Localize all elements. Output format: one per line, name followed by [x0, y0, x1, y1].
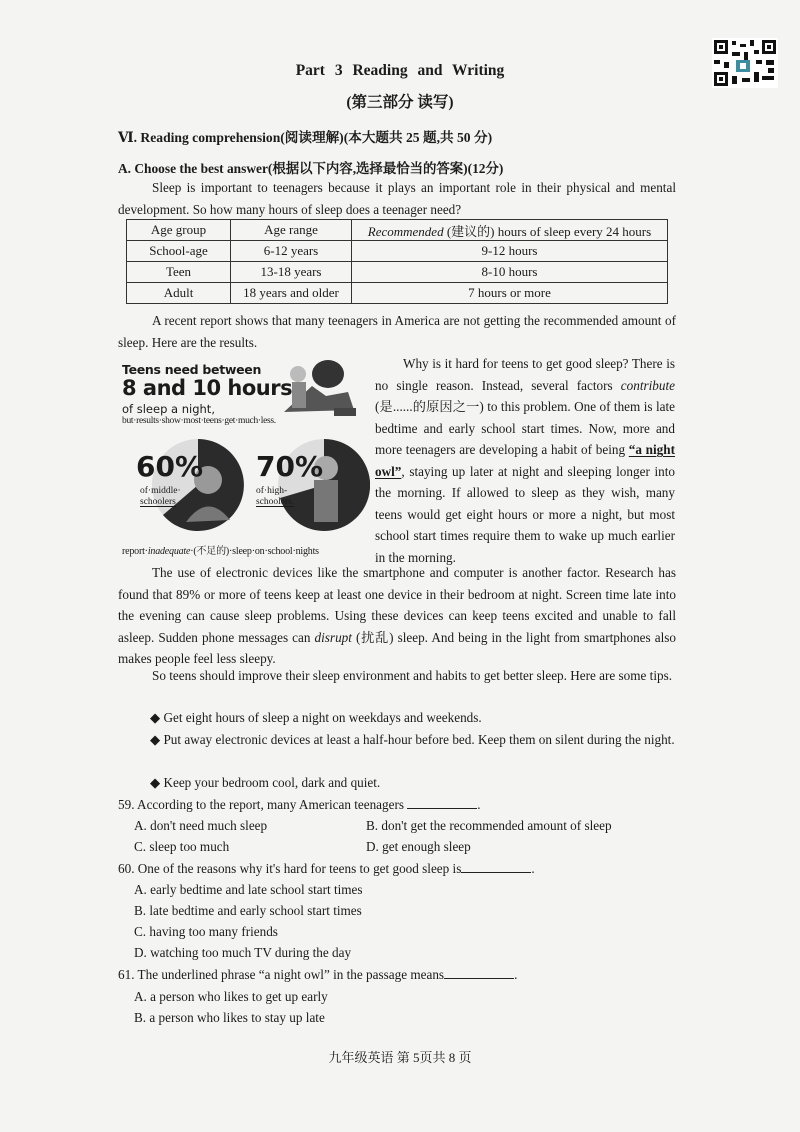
option-60b: B. late bedtime and early school start times — [134, 903, 362, 918]
part-title-cn: (第三部分 读写) — [346, 94, 454, 111]
option-61b: B. a person who likes to stay up late — [134, 1010, 325, 1025]
sleeping-teen-illustration — [274, 352, 364, 420]
middle-school-percent: 60% — [136, 450, 204, 483]
sleep-infographic — [122, 352, 370, 557]
option-60d: D. watching too much TV during the day — [134, 945, 352, 960]
table-cell: 7 hours or more — [352, 283, 668, 304]
infographic-line3: of sleep a night, — [122, 402, 215, 416]
option-61a: A. a person who likes to get up early — [134, 989, 328, 1004]
why-paragraph: Why is it hard for teens to get good sleep? There is no single reason. Instead, several factors contribute (是......的原因之一) to this problem. One of them is late bedtime and early school start times. Now, more and more teenagers are developing a habit of being “a night owl”, staying up later at night and sleeping longer into the morning. If allowed to sleep as they wish, many teens would get eight hours or more a night, but most school start times require them to wake up much earlier in the morning. — [375, 356, 675, 565]
intro-paragraph: Sleep is important to teenagers because it plays an important role in their physical and mental development. So how many hours of sleep does a teenager need? — [118, 180, 676, 217]
high-school-percent: 70% — [256, 450, 324, 483]
table-header: Age group — [127, 220, 231, 241]
table-cell: 8-10 hours — [352, 262, 668, 283]
part-title: Part 3 Reading and Writing — [295, 62, 505, 79]
tip-item: ◆ Put away electronic devices at least a half-hour before bed. Keep them on silent during the night. — [150, 732, 675, 747]
option-59b: B. don't get the recommended amount of sleep — [366, 818, 612, 833]
section-title: Ⅵ. Reading comprehension(阅读理解)(本大题共 25 题,共 50 分) — [118, 130, 493, 145]
table-row — [127, 241, 668, 262]
answer-blank — [444, 966, 514, 979]
devices-paragraph: The use of electronic devices like the smartphone and computer is another factor. Research has found that 89% or more of teens keep at least one device in their bedroom at night. Screen time late into the evening can cause sleep problems. Using these devices can keep teens excited and unable to fall asleep. Sudden phone messages can disrupt (扰乱) sleep. And being in the light from smartphones also makes people feel less sleepy. — [118, 565, 676, 666]
infographic-headline: 8 and 10 hours — [122, 376, 293, 400]
option-59c: C. sleep too much — [134, 839, 230, 854]
table-cell: 6-12 years — [231, 241, 352, 262]
answer-blank — [461, 860, 531, 873]
infographic-caption: report·inadequate·(不足的)·sleep·on·school·nights — [122, 546, 319, 557]
table-cell: 18 years and older — [231, 283, 352, 304]
option-60c: C. having too many friends — [134, 924, 278, 939]
infographic-line4: but·results·show·most·teens·get·much·less. — [122, 416, 276, 426]
table-cell: Teen — [127, 262, 231, 283]
subsection-title: A. Choose the best answer(根据以下内容,选择最恰当的答案)(12分) — [118, 161, 504, 176]
question-59: 59. According to the report, many American teenagers . — [118, 797, 481, 812]
high-schooler-pie-icon — [248, 432, 370, 538]
table-row — [127, 283, 668, 304]
table-row — [127, 262, 668, 283]
question-61: 61. The underlined phrase “a night owl” in the passage means . — [118, 967, 518, 982]
middle-schooler-pie-icon — [126, 432, 244, 538]
option-60a: A. early bedtime and late school start times — [134, 882, 363, 897]
table-header: Recommended (建议的) hours of sleep every 24 hours — [352, 220, 668, 241]
report-paragraph: A recent report shows that many teenagers in America are not getting the recommended amount of sleep. Here are the results. — [118, 313, 676, 350]
question-60: 60. One of the reasons why it's hard for teens to get good sleep is . — [118, 861, 535, 876]
middle-school-label: of·middle· schoolers — [140, 486, 181, 507]
option-59d: D. get enough sleep — [366, 839, 471, 854]
table-header: Age range — [231, 220, 352, 241]
tip-item: ◆ Get eight hours of sleep a night on weekdays and weekends. — [150, 710, 482, 725]
infographic-line1: Teens need between — [122, 362, 262, 377]
sleep-table — [126, 219, 668, 304]
table-cell: 13-18 years — [231, 262, 352, 283]
table-header-row — [127, 220, 668, 241]
table-cell: 9-12 hours — [352, 241, 668, 262]
table-cell: Adult — [127, 283, 231, 304]
option-59a: A. don't need much sleep — [134, 818, 268, 833]
high-school-label: of·high- schoolers. — [256, 486, 295, 507]
tips-paragraph: So teens should improve their sleep environment and habits to get better sleep. Here are some tips. — [152, 668, 673, 683]
table-cell: School-age — [127, 241, 231, 262]
page-footer: 九年级英语 第 5页共 8 页 — [328, 1050, 472, 1065]
answer-blank — [407, 796, 477, 809]
tip-item: ◆ Keep your bedroom cool, dark and quiet. — [150, 775, 381, 790]
